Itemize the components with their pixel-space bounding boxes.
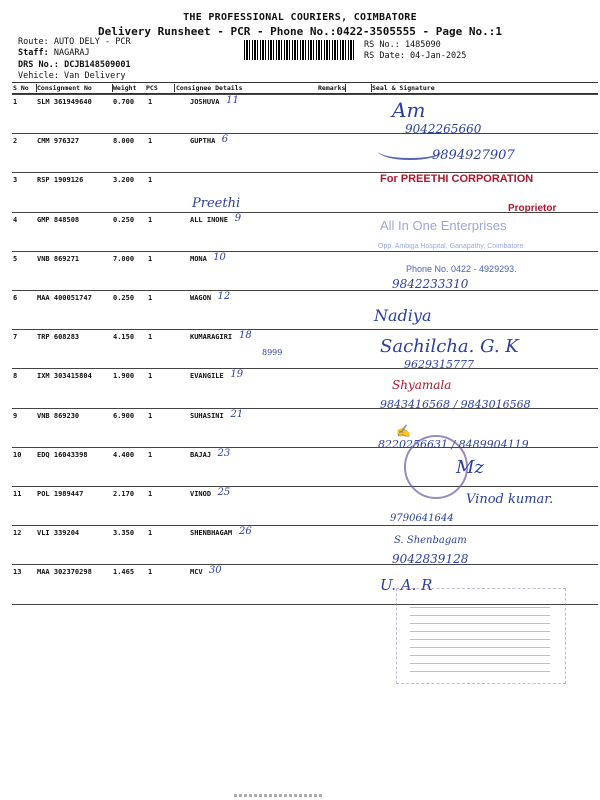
cell-pcs: 1 bbox=[148, 333, 153, 342]
cell-cno: IXM 303415804 bbox=[37, 372, 92, 381]
cell-weight: 3.200 bbox=[113, 176, 135, 185]
cell-name: BAJAJ bbox=[190, 450, 212, 459]
cell-weight: 2.170 bbox=[113, 490, 135, 498]
handwritten-phone: 9842233310 bbox=[392, 277, 469, 291]
col-divider bbox=[112, 84, 113, 92]
handwritten-phone: 9042839128 bbox=[392, 552, 469, 566]
shop-stamp-address: Opp. Ambiga Hospital, Ganapathy, Coimbatore bbox=[378, 243, 524, 250]
cell-pcs: 1 bbox=[148, 176, 153, 185]
cell-sno: 5 bbox=[13, 254, 18, 263]
cell-weight: 6.900 bbox=[113, 411, 135, 420]
cell-name: KUMARAGIRI bbox=[190, 333, 233, 342]
shop-stamp-phone: Phone No. 0422 - 4929293. bbox=[406, 264, 517, 274]
cell-name: ALL INONE bbox=[190, 215, 228, 224]
handwritten-phone: 9843416568 / 9843016568 bbox=[380, 398, 531, 411]
signature: Sachilcha. G. K bbox=[380, 336, 519, 357]
rs-number: RS No.: 1485090 bbox=[364, 40, 441, 50]
cell-cno: VNB 869230 bbox=[37, 411, 80, 420]
cell-name: JOSHUVA bbox=[190, 98, 220, 106]
handwritten-number: 25 bbox=[217, 487, 231, 498]
row-rule bbox=[12, 368, 598, 369]
signature: ✍ bbox=[396, 424, 411, 438]
signature: Nadiya bbox=[374, 306, 432, 325]
col-seal: Seal & Signature bbox=[372, 84, 435, 92]
cell-pcs: 1 bbox=[148, 254, 153, 263]
col-consignment: Consignment No bbox=[37, 84, 92, 92]
col-weight: Weight bbox=[113, 84, 137, 92]
cell-name: MONA bbox=[190, 254, 207, 263]
cell-sno: 13 bbox=[13, 568, 22, 577]
col-divider bbox=[345, 84, 346, 92]
col-divider bbox=[36, 84, 37, 92]
cell-pcs: 1 bbox=[148, 294, 153, 302]
cell-sno: 7 bbox=[13, 333, 18, 342]
row-rule bbox=[12, 329, 598, 330]
runsheet-title: Delivery Runsheet - PCR - Phone No.:0422-3505555 - Page No.:1 bbox=[98, 25, 502, 38]
cell-weight: 4.400 bbox=[113, 450, 135, 459]
route-label: Route: AUTO DELY - PCR bbox=[18, 37, 131, 47]
col-divider bbox=[371, 84, 372, 92]
cell-pcs: 1 bbox=[148, 411, 153, 420]
handwritten-phone: 9042265660 bbox=[405, 122, 482, 136]
handwritten-number: 26 bbox=[239, 526, 252, 538]
barcode bbox=[244, 40, 356, 60]
cell-cno: CMM 976327 bbox=[37, 137, 80, 146]
cell-pcs: 1 bbox=[148, 529, 153, 538]
cell-weight: 1.465 bbox=[113, 568, 135, 577]
cell-cno: POL 1989447 bbox=[37, 490, 84, 498]
cell-sno: 10 bbox=[13, 450, 22, 459]
cell-pcs: 1 bbox=[148, 450, 153, 459]
cell-sno: 1 bbox=[13, 98, 18, 106]
drs-label: DRS No.: bbox=[18, 60, 59, 70]
rubber-stamp-lines bbox=[410, 600, 550, 679]
col-consignee: Consignee Details bbox=[176, 84, 243, 92]
header-top-rule bbox=[12, 82, 598, 83]
cell-cno: VLI 339204 bbox=[37, 529, 80, 538]
signature: U. A. R bbox=[380, 576, 433, 594]
drs-line bbox=[18, 60, 131, 70]
cell-cno: TRP 608283 bbox=[37, 333, 80, 342]
cell-name: MCV bbox=[190, 568, 203, 577]
cell-pcs: 1 bbox=[148, 490, 153, 498]
cell-name: EVANGILE bbox=[190, 372, 224, 381]
cell-sno: 6 bbox=[13, 294, 18, 302]
staff-value: NAGARAJ bbox=[53, 48, 90, 58]
cell-sno: 4 bbox=[13, 215, 18, 224]
row-rule bbox=[12, 564, 598, 565]
handwritten-phone: 9894927907 bbox=[432, 148, 515, 163]
rs-date: RS Date: 04-Jan-2025 bbox=[364, 51, 467, 61]
cell-weight: 0.250 bbox=[113, 215, 135, 224]
handwritten-number: 9 bbox=[234, 212, 242, 224]
proprietor-stamp: Proprietor bbox=[508, 203, 557, 214]
handwritten-phone: 9629315777 bbox=[404, 358, 474, 371]
cell-name: GUPTHA bbox=[190, 137, 216, 146]
handwritten-number: 19 bbox=[230, 369, 244, 381]
cell-weight: 0.250 bbox=[113, 294, 135, 302]
footer-mark bbox=[234, 794, 324, 797]
handwritten-phone: 8220256631 / 8489904119 bbox=[378, 438, 529, 451]
cell-weight: 7.000 bbox=[113, 254, 135, 263]
cell-weight: 0.700 bbox=[113, 98, 135, 106]
cell-pcs: 1 bbox=[148, 137, 153, 146]
cell-pcs: 1 bbox=[148, 372, 153, 381]
cell-name: WAGON bbox=[190, 294, 212, 302]
handwritten-name: Preethi bbox=[192, 196, 241, 211]
cell-sno: 2 bbox=[13, 137, 18, 146]
staff-line bbox=[18, 48, 90, 58]
handwritten-number: 21 bbox=[230, 408, 244, 420]
cell-weight: 1.900 bbox=[113, 372, 135, 381]
cell-cno: VNB 869271 bbox=[37, 254, 80, 263]
drs-value: DCJB148509001 bbox=[64, 60, 131, 70]
cell-cno: RSP 1909126 bbox=[37, 176, 84, 185]
cell-weight: 3.350 bbox=[113, 529, 135, 538]
handwritten-number: 18 bbox=[239, 330, 252, 342]
handwritten-note: 8999 bbox=[262, 348, 283, 357]
row-rule bbox=[12, 290, 598, 291]
row-rule bbox=[12, 94, 598, 95]
row-rule bbox=[12, 133, 598, 134]
handwritten-number: 30 bbox=[208, 565, 222, 577]
handwritten-phone: 9790641644 bbox=[390, 513, 454, 524]
col-divider bbox=[174, 84, 175, 92]
handwritten-number: 12 bbox=[217, 291, 231, 302]
handwritten-number: 6 bbox=[221, 134, 229, 146]
handwritten-number: 23 bbox=[217, 447, 231, 459]
cell-name: SUHASINI bbox=[190, 411, 224, 420]
staff-label: Staff: bbox=[18, 48, 49, 58]
cell-cno: MAA 400051747 bbox=[37, 294, 92, 302]
signature: Mz bbox=[456, 457, 484, 478]
cell-pcs: 1 bbox=[148, 98, 153, 106]
col-pcs: PCS bbox=[146, 84, 158, 92]
signature: Vinod kumar. bbox=[466, 492, 554, 507]
cell-cno: SLM 361949640 bbox=[37, 98, 92, 106]
cell-sno: 8 bbox=[13, 372, 18, 381]
cell-sno: 3 bbox=[13, 176, 18, 185]
cell-name: VINOD bbox=[190, 490, 212, 498]
cell-pcs: 1 bbox=[148, 568, 153, 577]
handwritten-number: 11 bbox=[226, 95, 239, 106]
cell-sno: 11 bbox=[13, 490, 22, 498]
cell-pcs: 1 bbox=[148, 215, 153, 224]
cell-name: SHENBHAGAM bbox=[190, 529, 233, 538]
cell-sno: 12 bbox=[13, 529, 22, 538]
cell-cno: MAA 302370298 bbox=[37, 568, 92, 577]
signature: Shyamala bbox=[392, 378, 452, 392]
company-stamp: For PREETHI CORPORATION bbox=[380, 173, 534, 185]
row-rule bbox=[12, 251, 598, 252]
shop-stamp: All In One Enterprises bbox=[380, 218, 507, 233]
signature: Am bbox=[392, 98, 426, 122]
col-remarks: Remarks bbox=[318, 84, 346, 92]
cell-weight: 4.150 bbox=[113, 333, 135, 342]
signature: S. Shenbagam bbox=[394, 535, 467, 546]
col-sno: S No bbox=[13, 84, 29, 92]
row-rule bbox=[12, 525, 598, 526]
cell-cno: EDQ 16043398 bbox=[37, 450, 88, 459]
vehicle-label: Vehicle: Van Delivery bbox=[18, 71, 126, 81]
handwritten-number: 10 bbox=[213, 251, 226, 263]
row-rule bbox=[12, 486, 598, 487]
company-name: THE PROFESSIONAL COURIERS, COIMBATORE bbox=[183, 12, 417, 23]
cell-cno: GMP 848508 bbox=[37, 215, 80, 224]
cell-weight: 8.000 bbox=[113, 137, 135, 146]
cell-sno: 9 bbox=[13, 411, 18, 420]
